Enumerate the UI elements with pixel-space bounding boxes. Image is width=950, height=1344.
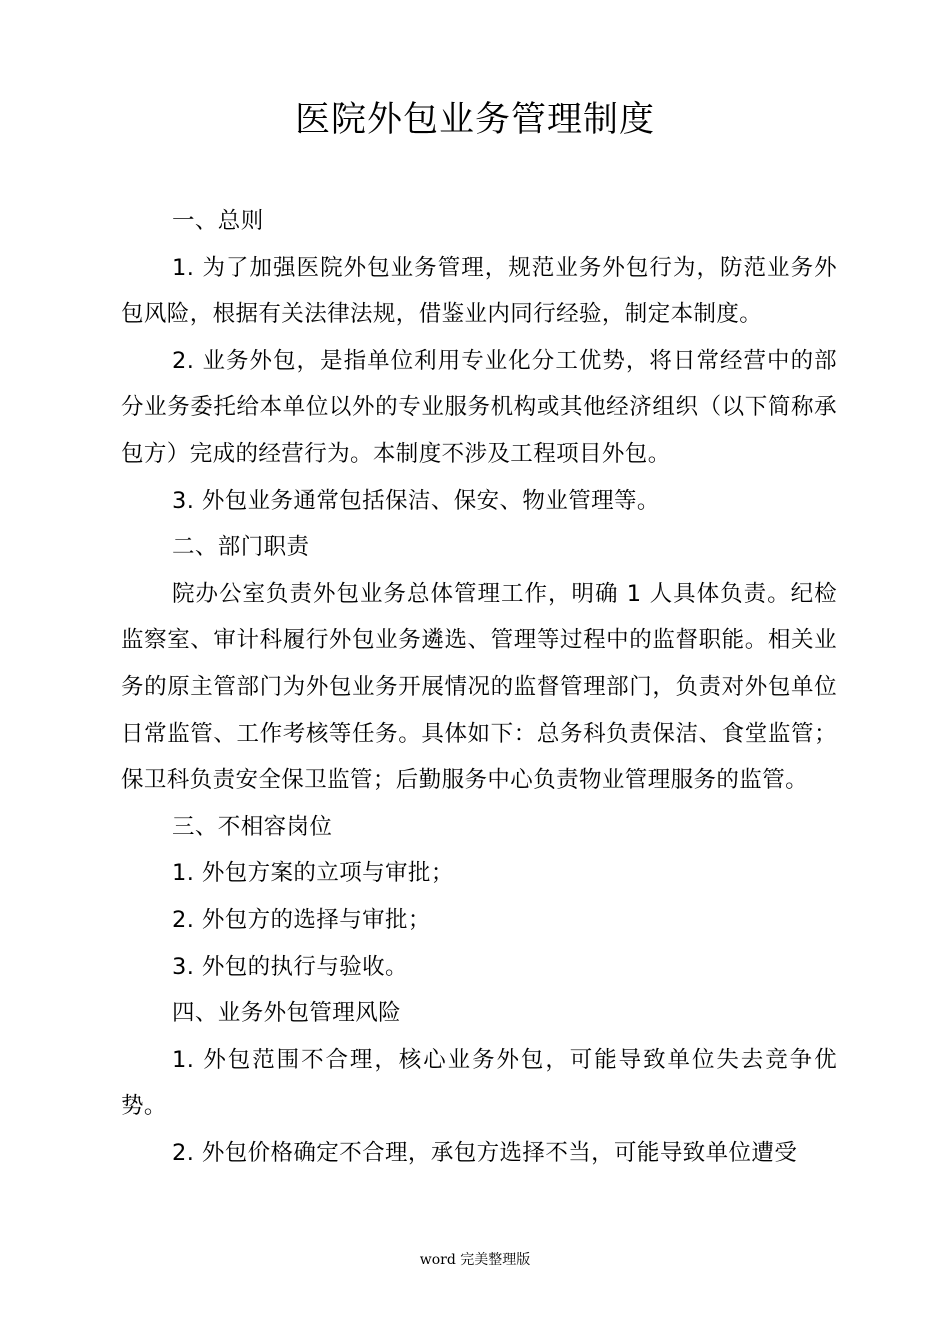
list-item: 1. 外包方案的立项与审批； (172, 860, 454, 887)
paragraph: 3. 外包业务通常包括保洁、保安、物业管理等。 (172, 487, 660, 514)
section-heading: 三、不相容岗位 (172, 813, 333, 840)
list-item: 2. 外包方的选择与审批； (172, 906, 431, 933)
list-item: 3. 外包的执行与验收。 (172, 953, 408, 980)
document-body (121, 198, 837, 1176)
paragraph: 1. 为了加强医院外包业务管理，规范业务外包行为，防范业务外包风险，根据有关法律法规，借鉴业内同行经验，制定本制度。 (121, 254, 837, 328)
paragraph: 院办公室负责外包业务总体管理工作，明确 1 人具体负责。纪检监察室、审计科履行外包业务遴选、管理等过程中的监督职能。相关业务的原主管部门为外包业务开展情况的监督管理部门，负责对外包单位日常监管、工作考核等任务。具体如下：总务科负责保洁、食堂监管；保卫科负责安全保卫监管；后勤服务中心负责物业管理服务的监管。 (121, 580, 837, 794)
paragraph: 2. 外包价格确定不合理，承包方选择不当，可能导致单位遭受 (172, 1139, 798, 1166)
document-title: 医院外包业务管理制度 (294, 100, 655, 140)
section-heading: 四、业务外包管理风险 (172, 1000, 402, 1027)
section-heading: 一、总则 (172, 208, 264, 234)
page-footer: word 完美整理版 (419, 1252, 531, 1268)
section-heading: 二、部门职责 (172, 534, 310, 561)
paragraph: 1. 外包范围不合理，核心业务外包，可能导致单位失去竞争优势。 (121, 1046, 837, 1120)
paragraph: 2. 业务外包，是指单位利用专业化分工优势，将日常经营中的部分业务委托给本单位以外的专业服务机构或其他经济组织（以下简称承包方）完成的经营行为。本制度不涉及工程项目外包。 (121, 347, 837, 467)
